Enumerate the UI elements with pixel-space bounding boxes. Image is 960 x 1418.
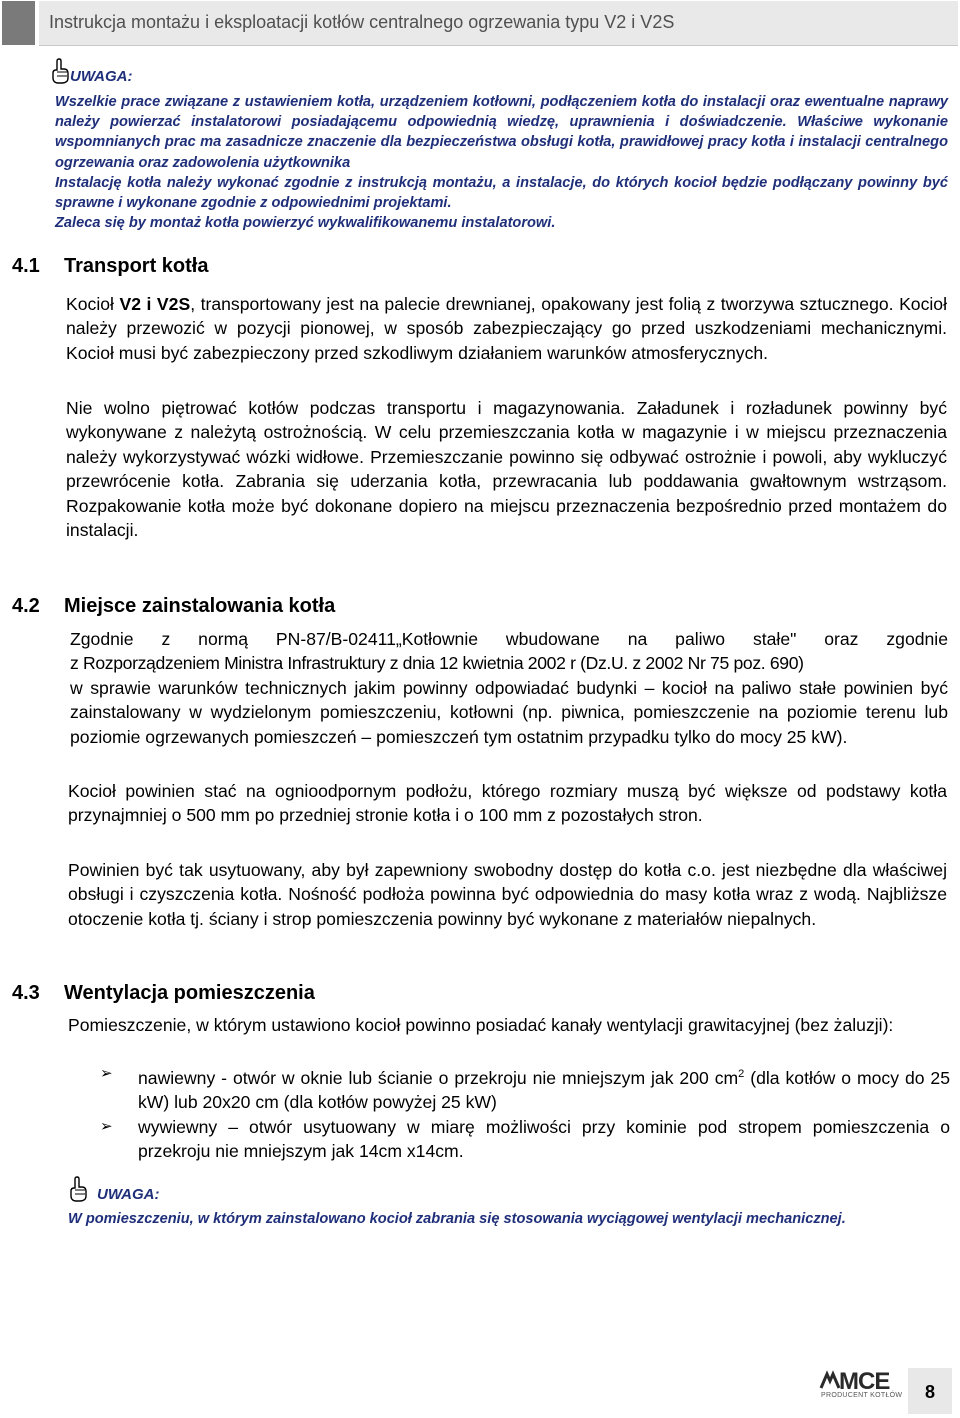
section-title: Transport kotła: [64, 255, 209, 277]
warning-line: Wszelkie prace związane z ustawieniem kotła, urządzeniem kotłowni, podłączeniem kotła do instalacji oraz ewentualne naprawy należy powierzać instalatorowi posiadającemu odpowiednią wiedzę, uprawnienia i doświadczenie.: [55, 94, 948, 131]
page-number-box: [908, 1368, 952, 1414]
page-number: 8: [924, 1382, 935, 1402]
warning-line: Instalację kotła należy wykonać zgodnie z instrukcją montażu, a instalacje, do których kocioł będzie podłączany powinny być sprawne i wykonane zgodnie z odpowiednimi projektami.: [55, 174, 948, 212]
section-heading: [12, 255, 208, 278]
company-logo: MCE PRODUCENT KOTŁÓW: [821, 1368, 903, 1399]
section-title: Wentylacja pomieszczenia: [64, 982, 315, 1004]
list-item: ➢ wywiewny – otwór usytuowany w miarę możliwości przy kominie pod stropem pomieszczenia o przekroju nie mniejszym jak 14cm x14cm.: [100, 1116, 950, 1162]
pointing-hand-icon: [50, 58, 70, 84]
bullet-list: [100, 1062, 950, 1163]
pointing-hand-icon: [68, 1176, 88, 1202]
warning-line: Zaleca się by montaż kotła powierzyć wykwalifikowanemu instalatorowi.: [55, 215, 556, 232]
model-names: V2 i V2S: [119, 294, 191, 314]
paragraph: Nie wolno piętrować kotłów podczas transportu i magazynowania. Załadunek i rozładunek powinny być wykonywane z należytą ostrożnością. W celu przemieszczania kotła w magazynie i w miejscu przeznaczenia należy wykorzystywać wózki widłowe. Przemieszczanie powinno się odbywać ostrożnie i powoli, aby wykluczyć przewrócenie kotła. Zabrania się uderzania kotła, przewracania lub poddawania gwałtownym wstrząsom. Rozpakowanie kotła może być dokonane dopiero na miejscu przeznaczenia bezpośrednio przed montażem do instalacji.: [66, 398, 947, 541]
section-heading: [12, 982, 315, 1005]
warning-text: [55, 92, 948, 233]
logo-mark-icon: [819, 1370, 841, 1392]
paragraph: Pomieszczenie, w którym ustawiono kocioł powinno posiadać kanały wentylacji grawitacyjnej (bez żaluzji):: [68, 1015, 894, 1035]
paragraph: Kocioł V2 i V2S, transportowany jest na palecie drewnianej, opakowany jest folią z tworzywa sztucznego. Kocioł należy przewozić w pozycji pionowej, w sposób zabezpieczający go przed uszkodzeniami mechanicznymi. Kocioł musi być zabezpieczony przed szkodliwym działaniem warunków atmosferycznych.: [66, 294, 947, 363]
paragraph: Powinien być tak usytuowany, aby był zapewniony swobodny dostęp do kotła c.o. jest niezbędne dla właściwej obsługi i czyszczenia kotła. Nośność podłoża powinna być odpowiednia do masy kotła wraz z wodą. Najbliższe otoczenie kotła tj. ściany i strop pomieszczenia powinny być wykonane z materiałów niepalnych.: [68, 860, 947, 929]
warning-label: UWAGA:: [97, 1186, 160, 1203]
arrow-bullet-icon: ➢: [100, 1065, 113, 1082]
section-title: Miejsce zainstalowania kotła: [64, 595, 336, 617]
warning-line: Właściwe wykonanie wspomnianych prac ma zasadnicze znaczenie dla bezpieczeństwa obsługi kotła, prawidłowej pracy kotła i instalacji centralnego ogrzewania oraz zadowolenia użytkownika: [55, 114, 948, 171]
section-number: 4.2: [12, 595, 40, 617]
arrow-bullet-icon: ➢: [100, 1117, 113, 1135]
section-heading: [12, 595, 335, 618]
warning-text: W pomieszczeniu, w którym zainstalowano kocioł zabrania się stosowania wyciągowej wentylacji mechanicznej.: [68, 1211, 846, 1227]
warning-label: UWAGA:: [70, 68, 133, 85]
document-title: Instrukcja montażu i eksploatacji kotłów centralnego ogrzewania typu V2 i V2S: [49, 12, 675, 32]
section-number: 4.1: [12, 255, 40, 277]
list-item: ➢ nawiewny - otwór w oknie lub ścianie o przekroju nie mniejszym jak 200 $cm^2$ (dla kotłów o mocy do 25 kW) lub 20x20 cm (dla kotłów powyżej 25 kW): [100, 1062, 950, 1115]
header-accent-block: [2, 1, 35, 45]
paragraph: Kocioł powinien stać na ognioodpornym podłożu, którego rozmiary muszą być większe od podstawy kotła przynajmniej o 500 mm po przedniej stronie kotła i o 100 mm z pozostałych stron.: [68, 781, 947, 826]
page-header: [0, 0, 960, 46]
section-number: 4.3: [12, 982, 40, 1004]
paragraph: Zgodnie z normą PN-87/B-02411„Kotłownie wbudowane na paliwo stałe" oraz zgodnie z Rozporządzeniem Ministra Infrastruktury z dnia 12 kwietnia 2002 r (Dz.U. z 2002 Nr 75 poz. 690) w sprawie warunków technicznych jakim powinny odpowiadać budynki – kocioł na paliwo stałe powinien być zainstalowany w wydzielonym pomieszczeniu, kotłowni (np. piwnica, pomieszczenie na poziomie terenu lub poziomie ogrzewanych pomieszczeń – pomieszczeń tym ostatnim przypadku tylko do mocy 25 kW).: [70, 629, 948, 747]
